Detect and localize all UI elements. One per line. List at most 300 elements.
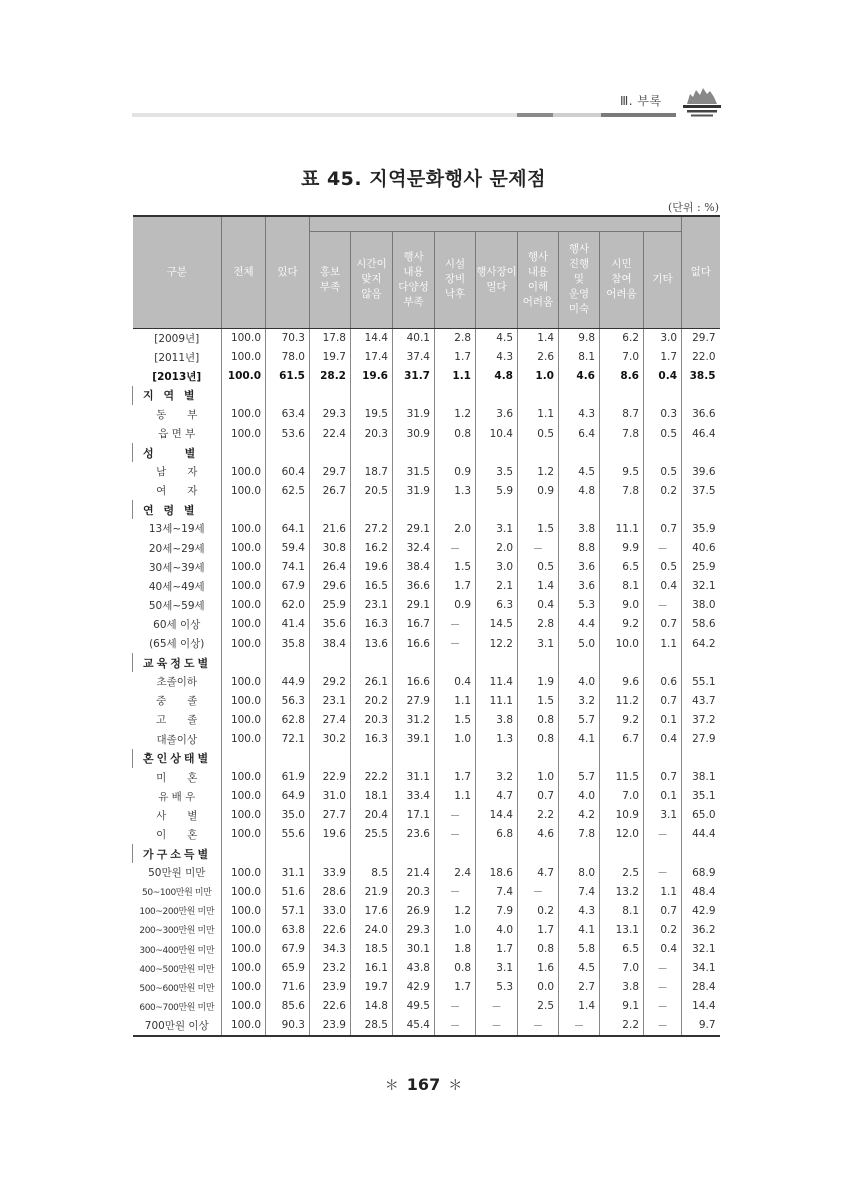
cell-value: 31.9: [393, 405, 435, 424]
row-label: [2013년]: [133, 367, 222, 386]
cell-value: [476, 653, 518, 672]
cell-value: 67.9: [266, 940, 310, 959]
cell-value: 0.4: [518, 596, 559, 615]
cell-value: [351, 443, 393, 462]
cell-value: [476, 386, 518, 405]
cell-value: 9.5: [600, 462, 644, 481]
cell-value: [644, 653, 682, 672]
cell-value: 1.7: [435, 577, 476, 596]
header-reason-1: 시간이 맞지 않음: [351, 231, 393, 328]
header-rule-mid: [517, 113, 553, 117]
cell-value: 28.6: [310, 882, 351, 901]
cell-value: 29.6: [310, 577, 351, 596]
cell-value: [393, 653, 435, 672]
cell-value: [518, 386, 559, 405]
cell-value: 0.5: [644, 462, 682, 481]
cell-value: 90.3: [266, 1016, 310, 1036]
table-row: [133, 768, 720, 787]
table-row: [133, 959, 720, 978]
cell-value: 100.0: [222, 348, 266, 367]
cell-value: 2.4: [435, 863, 476, 882]
cell-value: 16.7: [393, 615, 435, 634]
cell-value: 8.1: [600, 901, 644, 920]
cell-value: 6.5: [600, 940, 644, 959]
cell-value: 18.7: [351, 462, 393, 481]
cell-value: 6.7: [600, 729, 644, 748]
cell-value: 1.4: [518, 328, 559, 348]
cell-value: 31.7: [393, 367, 435, 386]
cell-value: 8.7: [600, 405, 644, 424]
cell-value: 1.6: [518, 959, 559, 978]
page-footer: [0, 1075, 847, 1095]
cell-value: 7.4: [476, 882, 518, 901]
cell-value: 39.6: [682, 462, 720, 481]
cell-value: 22.4: [310, 424, 351, 443]
header-reason-7: 시민 참여 어려움: [600, 231, 644, 328]
cell-value: 13.2: [600, 882, 644, 901]
cell-value: 44.4: [682, 825, 720, 844]
cell-value: 8.1: [559, 348, 600, 367]
cell-value: 9.6: [600, 672, 644, 691]
row-label: 13세~19세: [133, 519, 222, 538]
cell-value: 100.0: [222, 367, 266, 386]
header-rule-light: [132, 113, 517, 117]
cell-value: [351, 844, 393, 863]
group-row: [133, 386, 720, 405]
cell-value: 0.4: [644, 367, 682, 386]
cell-value: －: [435, 997, 476, 1016]
cell-value: 46.4: [682, 424, 720, 443]
cell-value: 40.6: [682, 539, 720, 558]
cell-value: [600, 443, 644, 462]
cell-value: 2.7: [559, 978, 600, 997]
cell-value: 0.7: [644, 615, 682, 634]
table-row: [133, 997, 720, 1016]
row-label: 유 배 우: [133, 787, 222, 806]
cell-value: 4.3: [476, 348, 518, 367]
cell-value: 1.7: [435, 768, 476, 787]
row-label: 남 자: [133, 462, 222, 481]
table-row: [133, 920, 720, 939]
cell-value: 24.0: [351, 920, 393, 939]
cell-value: [435, 749, 476, 768]
row-label: 400~500만원 미만: [133, 959, 222, 978]
cell-value: 74.1: [266, 558, 310, 577]
cell-value: 0.1: [644, 787, 682, 806]
cell-value: 4.5: [559, 462, 600, 481]
header-reason-3: 시설 장비 낙후: [435, 231, 476, 328]
row-label: 대졸이상: [133, 729, 222, 748]
row-label: 50~100만원 미만: [133, 882, 222, 901]
table-row: [133, 481, 720, 500]
table-row: [133, 577, 720, 596]
header-reason-2: 행사 내용 다양성 부족: [393, 231, 435, 328]
cell-value: 35.0: [266, 806, 310, 825]
cell-value: [682, 653, 720, 672]
cell-value: 61.9: [266, 768, 310, 787]
cell-value: 1.1: [435, 787, 476, 806]
group-label: 교육정도별: [133, 653, 222, 672]
cell-value: 0.7: [644, 768, 682, 787]
cell-value: －: [518, 882, 559, 901]
cell-value: 100.0: [222, 978, 266, 997]
cell-value: 5.9: [476, 481, 518, 500]
cell-value: 17.4: [351, 348, 393, 367]
cell-value: 30.8: [310, 539, 351, 558]
cell-value: 3.0: [476, 558, 518, 577]
cell-value: 63.4: [266, 405, 310, 424]
cell-value: [518, 443, 559, 462]
cell-value: 20.2: [351, 691, 393, 710]
cell-value: 0.8: [518, 710, 559, 729]
cell-value: 1.4: [518, 577, 559, 596]
cell-value: 0.1: [644, 710, 682, 729]
cell-value: －: [435, 1016, 476, 1036]
cell-value: 3.6: [476, 405, 518, 424]
cell-value: 32.4: [393, 539, 435, 558]
cell-value: 36.2: [682, 920, 720, 939]
header-reason-5: 행사 내용 이해 어려움: [518, 231, 559, 328]
table-row: [133, 519, 720, 538]
cell-value: [351, 653, 393, 672]
cell-value: 45.4: [393, 1016, 435, 1036]
table-row: [133, 596, 720, 615]
cell-value: －: [644, 978, 682, 997]
cell-value: 1.7: [518, 920, 559, 939]
cell-value: [266, 653, 310, 672]
cell-value: 3.1: [476, 519, 518, 538]
table-title: 표 45. 지역문화행사 문제점: [300, 168, 547, 190]
cell-value: 72.1: [266, 729, 310, 748]
cell-value: 0.4: [644, 729, 682, 748]
cell-value: 43.8: [393, 959, 435, 978]
header-total: 전체: [222, 216, 266, 328]
cell-value: 2.0: [476, 539, 518, 558]
cell-value: 1.7: [476, 940, 518, 959]
cell-value: [682, 443, 720, 462]
cell-value: 8.1: [600, 577, 644, 596]
cell-value: 19.5: [351, 405, 393, 424]
cell-value: 3.1: [644, 806, 682, 825]
cell-value: 1.3: [435, 481, 476, 500]
cell-value: 1.1: [644, 882, 682, 901]
cell-value: 23.6: [393, 825, 435, 844]
cell-value: 3.0: [644, 328, 682, 348]
cell-value: 1.5: [518, 519, 559, 538]
cell-value: [266, 844, 310, 863]
cell-value: 3.8: [559, 519, 600, 538]
cell-value: 100.0: [222, 577, 266, 596]
cell-value: 2.1: [476, 577, 518, 596]
table-row: [133, 787, 720, 806]
cell-value: 0.8: [518, 729, 559, 748]
cell-value: 31.1: [266, 863, 310, 882]
cell-value: 2.8: [518, 615, 559, 634]
cell-value: 55.6: [266, 825, 310, 844]
cell-value: 64.9: [266, 787, 310, 806]
cell-value: 16.2: [351, 539, 393, 558]
cell-value: 18.1: [351, 787, 393, 806]
cell-value: [435, 844, 476, 863]
cell-value: 16.3: [351, 615, 393, 634]
cell-value: 9.2: [600, 615, 644, 634]
cell-value: －: [435, 806, 476, 825]
cell-value: 17.1: [393, 806, 435, 825]
cell-value: 3.1: [518, 634, 559, 653]
table-row: [133, 825, 720, 844]
group-row: [133, 653, 720, 672]
cell-value: 11.1: [476, 691, 518, 710]
cell-value: 23.1: [351, 596, 393, 615]
cell-value: 28.4: [682, 978, 720, 997]
cell-value: 4.3: [559, 901, 600, 920]
cell-value: 0.5: [518, 558, 559, 577]
cell-value: [644, 500, 682, 519]
cell-value: 100.0: [222, 539, 266, 558]
cell-value: 20.3: [393, 882, 435, 901]
cell-value: 30.9: [393, 424, 435, 443]
cell-value: 53.6: [266, 424, 310, 443]
table-row: [133, 1016, 720, 1036]
cell-value: 1.8: [435, 940, 476, 959]
cell-value: [393, 844, 435, 863]
cell-value: 25.9: [310, 596, 351, 615]
cell-value: 100.0: [222, 481, 266, 500]
cell-value: 29.1: [393, 519, 435, 538]
cell-value: 67.9: [266, 577, 310, 596]
cell-value: 29.7: [682, 328, 720, 348]
cell-value: －: [644, 997, 682, 1016]
table-row: [133, 615, 720, 634]
cell-value: 100.0: [222, 424, 266, 443]
cell-value: 29.1: [393, 596, 435, 615]
cell-value: 19.6: [351, 558, 393, 577]
cell-value: 14.5: [476, 615, 518, 634]
cell-value: 1.0: [435, 729, 476, 748]
cell-value: 59.4: [266, 539, 310, 558]
cell-value: 0.7: [518, 787, 559, 806]
cell-value: 5.8: [559, 940, 600, 959]
cell-value: 31.5: [393, 462, 435, 481]
cell-value: 38.1: [682, 768, 720, 787]
table-row: [133, 710, 720, 729]
cell-value: 17.8: [310, 328, 351, 348]
cell-value: 13.6: [351, 634, 393, 653]
cell-value: 0.9: [518, 481, 559, 500]
cell-value: 29.3: [393, 920, 435, 939]
cell-value: 57.1: [266, 901, 310, 920]
row-label: 중 졸: [133, 691, 222, 710]
cell-value: 3.1: [476, 959, 518, 978]
table-row: [133, 672, 720, 691]
cell-value: 100.0: [222, 863, 266, 882]
cell-value: 5.7: [559, 768, 600, 787]
cell-value: [559, 749, 600, 768]
table-row: [133, 462, 720, 481]
cell-value: [435, 386, 476, 405]
cell-value: 4.1: [559, 920, 600, 939]
cell-value: 64.2: [682, 634, 720, 653]
header-reason-4: 행사장이 멀다: [476, 231, 518, 328]
cell-value: 55.1: [682, 672, 720, 691]
table-row: [133, 558, 720, 577]
cell-value: 35.9: [682, 519, 720, 538]
cell-value: 9.2: [600, 710, 644, 729]
cell-value: [600, 500, 644, 519]
cell-value: [518, 749, 559, 768]
row-label: 사 별: [133, 806, 222, 825]
cell-value: 26.9: [393, 901, 435, 920]
cell-value: 0.4: [435, 672, 476, 691]
cell-value: [518, 500, 559, 519]
cell-value: 20.3: [351, 424, 393, 443]
cell-value: [393, 749, 435, 768]
cell-value: 22.0: [682, 348, 720, 367]
cell-value: －: [518, 1016, 559, 1036]
cell-value: 4.8: [476, 367, 518, 386]
cell-value: 20.5: [351, 481, 393, 500]
cell-value: 0.3: [644, 405, 682, 424]
mountain-logo-icon: [681, 84, 723, 120]
cell-value: 22.2: [351, 768, 393, 787]
cell-value: 29.2: [310, 672, 351, 691]
cell-value: 62.5: [266, 481, 310, 500]
row-label: 40세~49세: [133, 577, 222, 596]
cell-value: 1.7: [435, 978, 476, 997]
row-label: 30세~39세: [133, 558, 222, 577]
group-row: [133, 443, 720, 462]
cell-value: 100.0: [222, 634, 266, 653]
cell-value: 5.7: [559, 710, 600, 729]
cell-value: [222, 844, 266, 863]
cell-value: 3.8: [476, 710, 518, 729]
cell-value: 19.7: [310, 348, 351, 367]
row-label: 초졸이하: [133, 672, 222, 691]
cell-value: 100.0: [222, 787, 266, 806]
group-label: 가구소득별: [133, 844, 222, 863]
cell-value: 100.0: [222, 768, 266, 787]
cell-value: －: [435, 539, 476, 558]
table-row: [133, 729, 720, 748]
cell-value: [644, 386, 682, 405]
cell-value: 23.9: [310, 978, 351, 997]
cell-value: 5.0: [559, 634, 600, 653]
cell-value: [310, 500, 351, 519]
cell-value: 20.3: [351, 710, 393, 729]
cell-value: 6.8: [476, 825, 518, 844]
group-row: [133, 500, 720, 519]
cell-value: 32.1: [682, 940, 720, 959]
cell-value: [310, 443, 351, 462]
cell-value: 100.0: [222, 710, 266, 729]
table-row: [133, 405, 720, 424]
cell-value: [222, 386, 266, 405]
cell-value: 0.0: [518, 978, 559, 997]
cell-value: 100.0: [222, 806, 266, 825]
cell-value: [310, 653, 351, 672]
cell-value: 27.9: [682, 729, 720, 748]
header-category: 구분: [133, 216, 222, 328]
cell-value: 0.2: [518, 901, 559, 920]
cell-value: 9.1: [600, 997, 644, 1016]
cell-value: 1.1: [435, 691, 476, 710]
cell-value: 0.2: [644, 481, 682, 500]
cell-value: 2.5: [518, 997, 559, 1016]
cell-value: 0.4: [644, 577, 682, 596]
page-number: 167: [406, 1075, 441, 1094]
cell-value: [644, 443, 682, 462]
cell-value: 43.7: [682, 691, 720, 710]
cell-value: 3.8: [600, 978, 644, 997]
cell-value: 14.4: [351, 328, 393, 348]
row-label: 200~300만원 미만: [133, 920, 222, 939]
cell-value: [351, 749, 393, 768]
cell-value: 4.1: [559, 729, 600, 748]
cell-value: 100.0: [222, 519, 266, 538]
cell-value: [310, 386, 351, 405]
cell-value: 41.4: [266, 615, 310, 634]
group-label: 지 역 별: [133, 386, 222, 405]
table-row: [133, 806, 720, 825]
cell-value: [393, 500, 435, 519]
row-label: [2011년]: [133, 348, 222, 367]
cell-value: [644, 749, 682, 768]
cell-value: [559, 844, 600, 863]
cell-value: －: [518, 539, 559, 558]
cell-value: [682, 749, 720, 768]
cell-value: 1.0: [518, 367, 559, 386]
cell-value: 36.6: [393, 577, 435, 596]
cell-value: 0.7: [644, 519, 682, 538]
cell-value: 18.5: [351, 940, 393, 959]
cell-value: －: [435, 882, 476, 901]
cell-value: 1.3: [476, 729, 518, 748]
cell-value: 61.5: [266, 367, 310, 386]
table-row: [133, 978, 720, 997]
cell-value: 100.0: [222, 558, 266, 577]
cell-value: [476, 500, 518, 519]
cell-value: 62.8: [266, 710, 310, 729]
cell-value: 40.1: [393, 328, 435, 348]
cell-value: [435, 653, 476, 672]
cell-value: 31.1: [393, 768, 435, 787]
cell-value: 23.1: [310, 691, 351, 710]
cell-value: 31.9: [393, 481, 435, 500]
cell-value: 100.0: [222, 997, 266, 1016]
cell-value: 100.0: [222, 328, 266, 348]
cell-value: [310, 749, 351, 768]
cell-value: [559, 500, 600, 519]
table-row: [133, 367, 720, 386]
cell-value: 1.0: [435, 920, 476, 939]
row-label: 300~400만원 미만: [133, 940, 222, 959]
cell-value: －: [435, 825, 476, 844]
cell-value: 70.3: [266, 328, 310, 348]
cell-value: 100.0: [222, 672, 266, 691]
cell-value: [476, 443, 518, 462]
cell-value: －: [476, 997, 518, 1016]
cell-value: 42.9: [682, 901, 720, 920]
cell-value: 27.9: [393, 691, 435, 710]
cell-value: 35.6: [310, 615, 351, 634]
cell-value: 1.5: [435, 558, 476, 577]
cell-value: 51.6: [266, 882, 310, 901]
cell-value: －: [644, 539, 682, 558]
table-row: [133, 863, 720, 882]
cell-value: －: [644, 863, 682, 882]
cell-value: 26.4: [310, 558, 351, 577]
cell-value: 11.1: [600, 519, 644, 538]
